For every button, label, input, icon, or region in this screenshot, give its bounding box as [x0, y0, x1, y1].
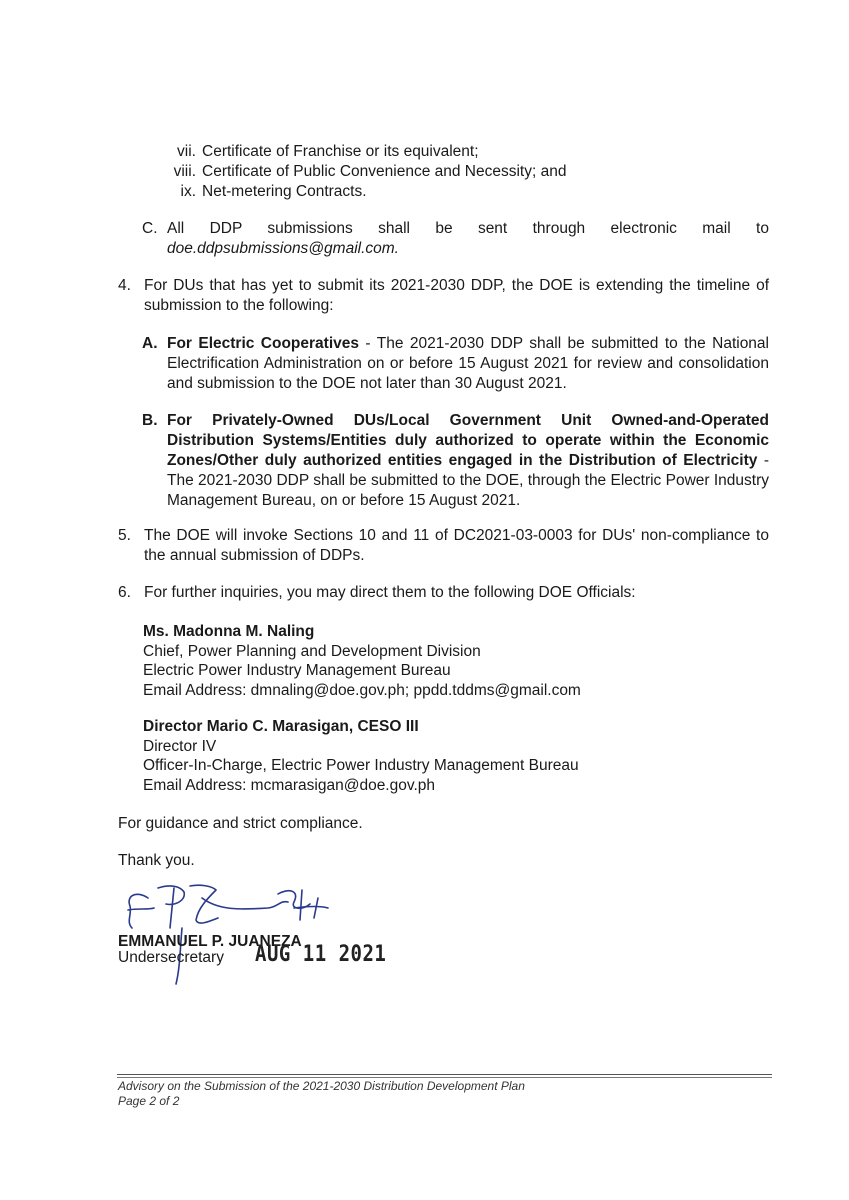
official-email: Email Address: mcmarasigan@doe.gov.ph — [143, 776, 436, 794]
item-c-label: C. — [142, 220, 158, 237]
signatory-name: EMMANUEL P. JUANEZA — [118, 933, 302, 950]
paragraph-5 — [118, 526, 769, 566]
submission-email: doe.ddpsubmissions@gmail.com. — [167, 240, 399, 257]
sub-item-a — [142, 334, 769, 394]
paragraph-4 — [118, 276, 769, 316]
thanks-line: Thank you. — [118, 852, 195, 869]
sub-item-label: B. — [142, 412, 158, 429]
official-email: Email Address: dmnaling@doe.gov.ph; ppdd.tddms@gmail.com — [143, 681, 581, 699]
official-position: Chief, Power Planning and Development Division — [143, 642, 481, 660]
footer-divider — [117, 1074, 772, 1075]
requirements-list — [162, 142, 662, 202]
paragraph-number: 4. — [118, 277, 131, 294]
sub-item-text — [167, 334, 769, 394]
paragraph-text: For further inquiries, you may direct them to the following DOE Officials: — [144, 584, 636, 601]
official-contact-1 — [143, 622, 703, 700]
closing-line: For guidance and strict compliance. — [118, 815, 363, 832]
sub-item-body: - The 2021-2030 DDP shall be submitted to the National Electrification Administration on or before 15 August 2021 for review and consolidation and submission to the DOE not later than 30 August 2021. — [167, 335, 769, 392]
list-item-text: Certificate of Franchise or its equivalent; — [202, 143, 479, 160]
list-item — [162, 142, 662, 162]
official-name: Director Mario C. Marasigan, CESO III — [143, 718, 419, 735]
official-contact-2 — [143, 717, 703, 795]
paragraph-number: 5. — [118, 527, 131, 544]
sub-item-heading: For Privately-Owned DUs/Local Government Unit Owned-and-Operated Distribution Systems/Entities duly authorized to operate within the Economic Zones/Other duly authorized entities engaged in the Distribution of Electricity — [167, 412, 769, 469]
page-footer — [118, 1079, 525, 1109]
official-position: Director IV — [143, 737, 217, 755]
sub-item-heading: For Electric Cooperatives — [167, 335, 360, 352]
list-item-text: Net-metering Contracts. — [202, 183, 367, 200]
list-item-number: ix. — [180, 183, 196, 200]
official-office: Electric Power Industry Management Bureau — [143, 662, 451, 679]
footer-divider — [117, 1077, 772, 1078]
date-stamp: AUG 11 2021 — [255, 941, 387, 967]
footer-document-title: Advisory on the Submission of the 2021-2030 Distribution Development Plan — [118, 1079, 525, 1093]
paragraph-number: 6. — [118, 584, 131, 601]
list-item-number: viii. — [173, 163, 196, 180]
item-c-text: All DDP submissions shall be sent through electronic mail to — [167, 220, 769, 237]
item-c — [142, 219, 769, 259]
paragraph-text: For DUs that has yet to submit its 2021-2030 DDP, the DOE is extending the timeline of submission to the following: — [144, 277, 769, 314]
footer-page-number: Page 2 of 2 — [118, 1094, 180, 1108]
sub-item-label: A. — [142, 335, 158, 352]
official-name: Ms. Madonna M. Naling — [143, 623, 315, 640]
sub-item-body: - The 2021-2030 DDP shall be submitted to the DOE, through the Electric Power Industry Management Bureau, on or before 15 August 2021. — [167, 452, 769, 509]
paragraph-text: The DOE will invoke Sections 10 and 11 of DC2021-03-0003 for DUs' non-compliance to the annual submission of DDPs. — [144, 527, 769, 564]
signatory-title: Undersecretary — [118, 949, 224, 966]
list-item-text: Certificate of Public Convenience and Necessity; and — [202, 163, 567, 180]
sub-item-text — [167, 411, 769, 511]
list-item — [162, 162, 662, 182]
official-office: Officer-In-Charge, Electric Power Industry Management Bureau — [143, 757, 579, 774]
list-item-number: vii. — [177, 143, 196, 160]
list-item — [162, 182, 662, 202]
sub-item-b — [142, 411, 769, 511]
paragraph-6 — [118, 583, 769, 603]
